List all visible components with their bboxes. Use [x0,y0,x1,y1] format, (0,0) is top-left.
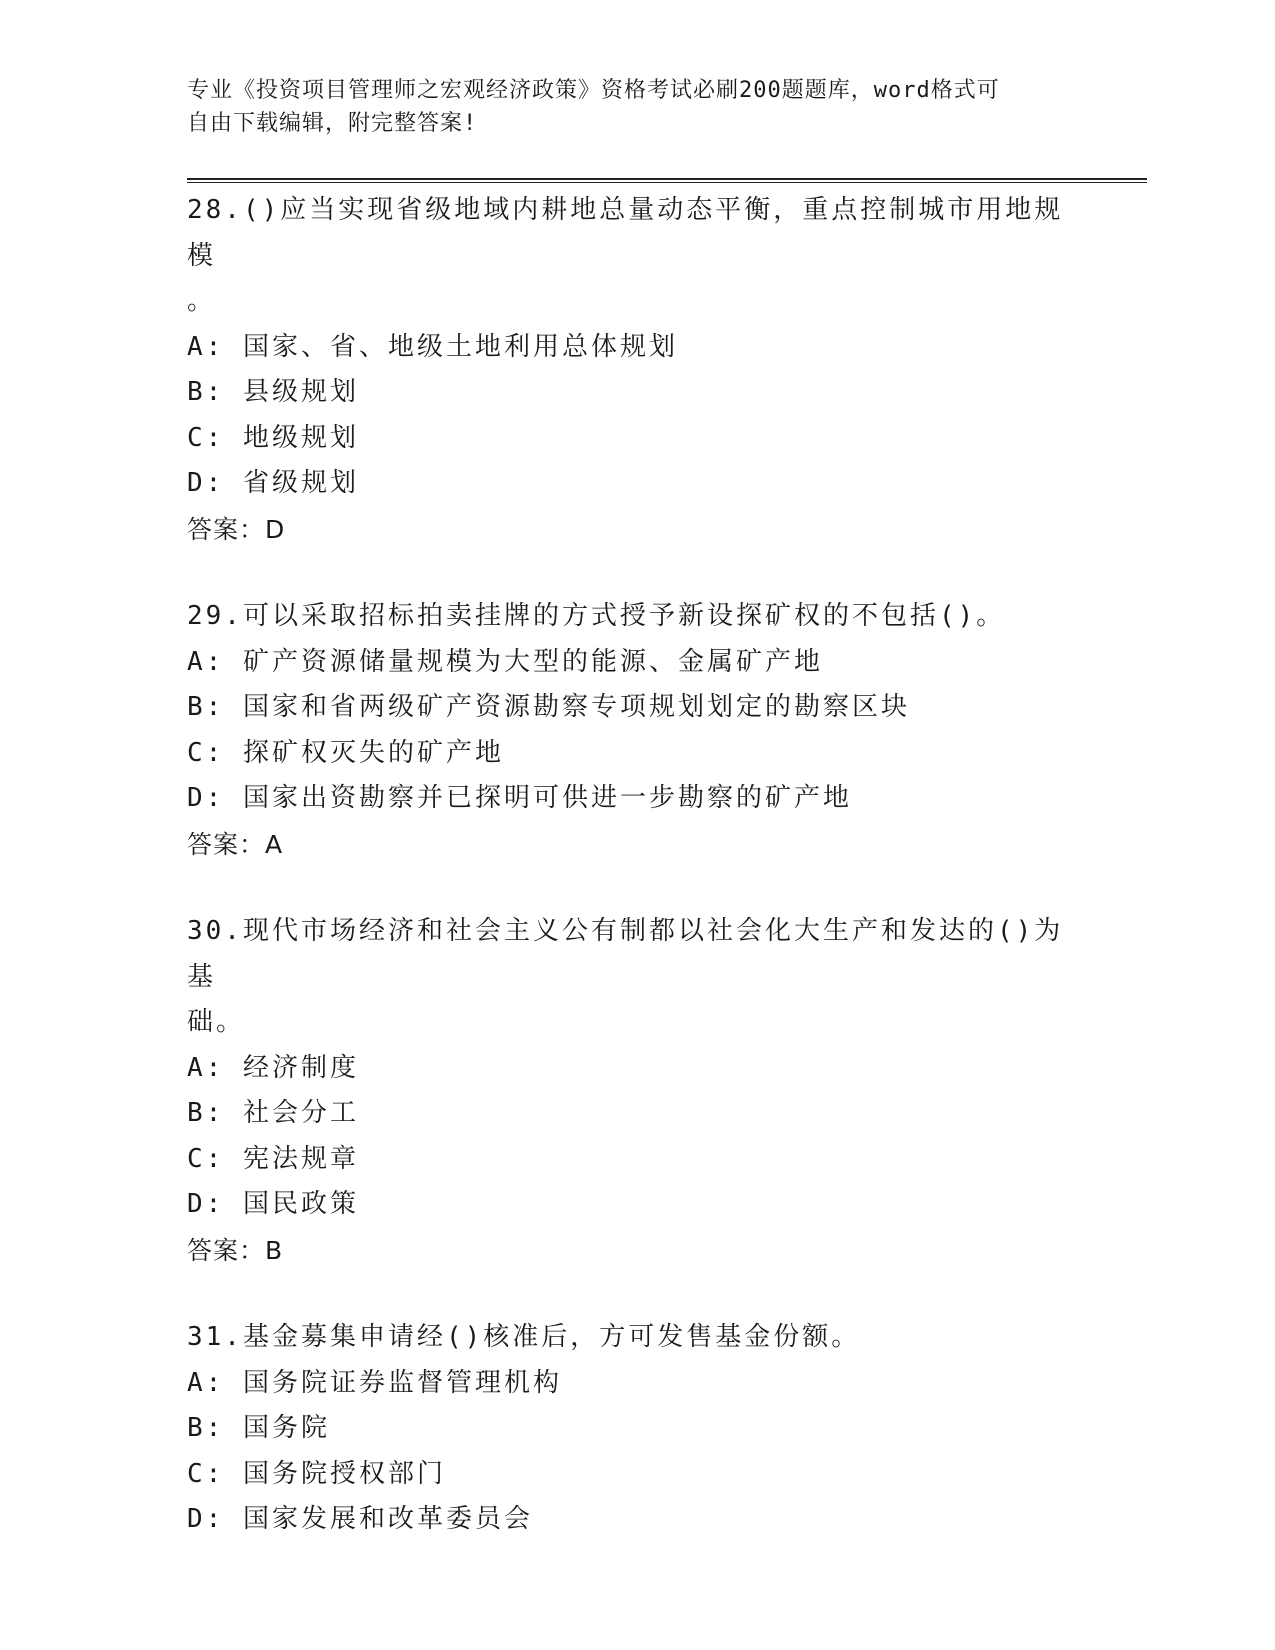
header-divider [187,178,1147,183]
answer-line: 答案：D [187,514,286,544]
option-c: C: 国务院授权部门 [187,1458,446,1489]
question-stem-continued: 础。 [187,1007,246,1037]
answer-line: 答案：B [187,1235,284,1265]
option-b: B: 国家和省两级矿产资源勘察专项规划划定的勘察区块 [187,692,910,722]
question-30 [187,909,1087,1273]
option-a: A: 经济制度 [187,1052,359,1083]
question-stem: 30.现代市场经济和社会主义公有制都以社会化大生产和发达的()为基 [187,916,1064,992]
option-a: A: 国务院证券监督管理机构 [187,1367,562,1398]
question-29 [187,594,1087,867]
question-stem: 31.基金募集申请经()核准后，方可发售基金份额。 [187,1322,861,1352]
option-d: D: 省级规划 [187,468,359,498]
option-c: C: 宪法规章 [187,1143,359,1174]
answer-line: 答案：A [187,829,284,859]
header-line-1: 专业《投资项目管理师之宏观经济政策》资格考试必刷200题题库，word格式可 [187,78,1000,103]
question-stem: 29.可以采取招标拍卖挂牌的方式授予新设探矿权的不包括()。 [187,601,1006,631]
question-stem: 28.()应当实现省级地域内耕地总量动态平衡，重点控制城市用地规模 [187,195,1064,271]
option-a: A: 矿产资源储量规模为大型的能源、金属矿产地 [187,646,823,677]
option-d: D: 国家发展和改革委员会 [187,1504,533,1534]
question-list [187,188,1087,1585]
option-a: A: 国家、省、地级土地利用总体规划 [187,331,678,362]
question-31 [187,1315,1087,1543]
header-line-2: 自由下载编辑，附完整答案! [187,111,478,136]
document-header [187,74,1067,140]
option-d: D: 国民政策 [187,1189,359,1219]
option-b: B: 县级规划 [187,377,359,407]
option-c: C: 地级规划 [187,422,359,453]
question-stem-continued: 。 [187,286,217,316]
option-b: B: 社会分工 [187,1098,359,1128]
option-b: B: 国务院 [187,1413,330,1443]
option-c: C: 探矿权灭失的矿产地 [187,737,504,768]
question-28 [187,188,1087,552]
option-d: D: 国家出资勘察并已探明可供进一步勘察的矿产地 [187,783,852,813]
